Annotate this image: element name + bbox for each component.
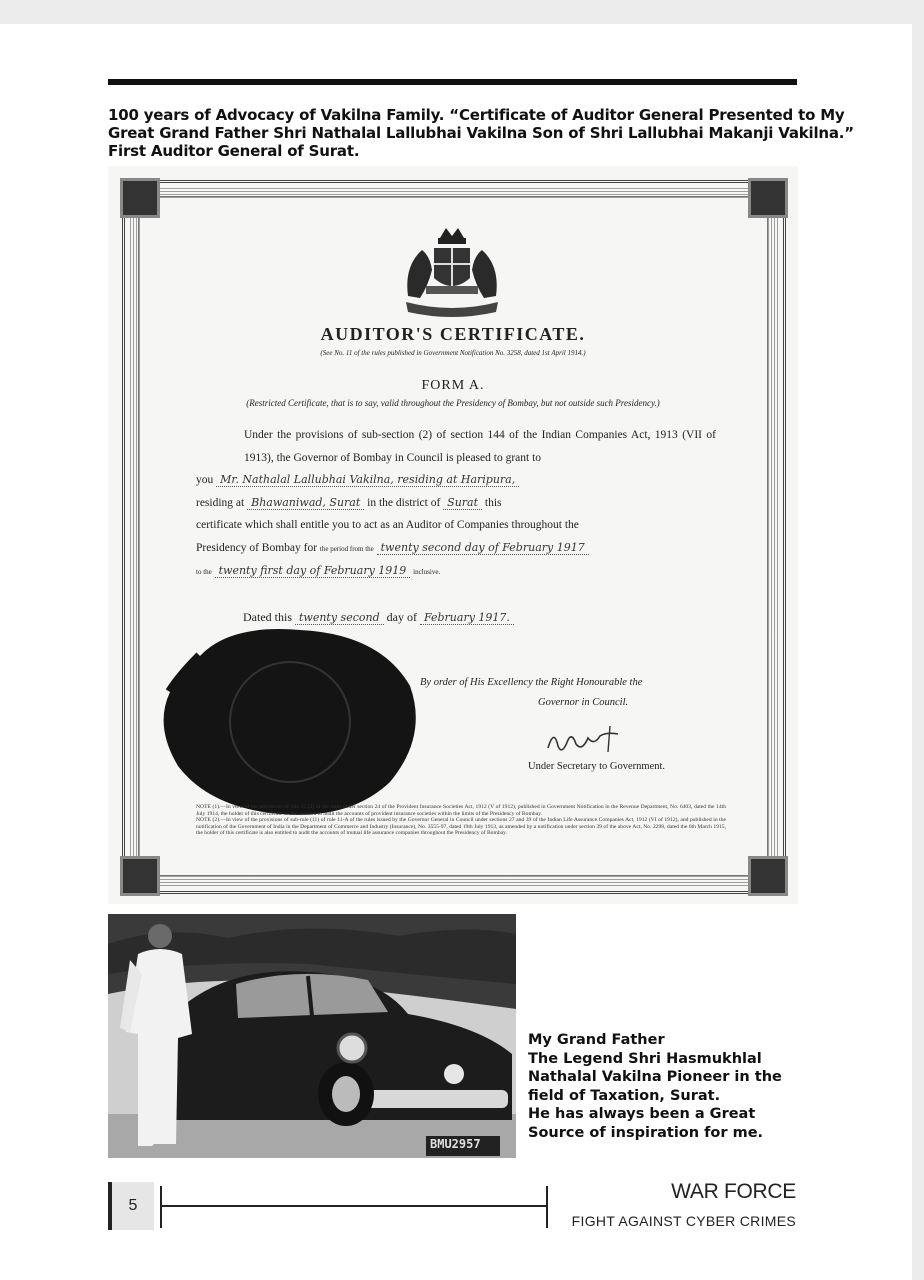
residence-line	[196, 492, 716, 515]
caption-line: 100 years of Advocacy of Vakilna Family. “Certificate of Auditor General Presented to My	[108, 106, 845, 124]
caption-line: Great Grand Father Shri Nathalal Lallubhai Vakilna Son of Shri Lallubhai Makanji Vakilna.”	[108, 124, 854, 142]
caption-line: First Auditor General of Surat.	[108, 142, 360, 160]
order-line: Governor in Council.	[538, 697, 629, 708]
certificate-body	[196, 424, 716, 584]
certificate-subtitle: (See No. 11 of the rules published in Government Notification No. 3258, dated 1st April 1914.)	[320, 349, 586, 357]
footer-tick	[546, 1186, 548, 1228]
auditor-certificate-scan	[108, 166, 798, 904]
page-caption	[108, 106, 854, 160]
inclusive-label: inclusive.	[413, 568, 441, 576]
this-label: this	[484, 496, 502, 509]
photo-caption-line: He has always been a Great	[528, 1106, 756, 1122]
car-photo-image	[108, 914, 516, 1158]
period-to-label: to the	[196, 568, 212, 576]
vintage-car-photo	[108, 914, 516, 1158]
certificate-title: AUDITOR'S CERTIFICATE.	[320, 324, 586, 344]
border-hatch-top	[148, 188, 758, 198]
certificate-paragraph: Under the provisions of sub-section (2) of section 144 of the Indian Companies Act, 1913 (VII of 1913), the Governor of Bombay in Council is pleased to grant to	[244, 429, 716, 464]
dated-label: Dated this	[243, 610, 292, 624]
photo-caption-line: field of Taxation, Surat.	[528, 1087, 721, 1104]
you-label: you	[196, 474, 214, 486]
dated-day-handwritten: twenty second	[295, 611, 384, 625]
photo-caption-line: Nathalal Vakilna Pioneer in the	[528, 1069, 782, 1085]
page	[0, 24, 912, 1280]
residing-label: residing at	[196, 496, 245, 509]
period-note: the period from the	[319, 544, 374, 553]
photo-caption-line: Source of inspiration for me.	[528, 1124, 764, 1141]
footer-rule	[160, 1205, 546, 1207]
residence-handwritten: Bhawaniwad, Surat	[247, 496, 364, 510]
footer-tick	[160, 1186, 162, 1228]
corner-ornament	[748, 856, 788, 896]
photo-caption-line: The Legend Shri Hasmukhlal	[528, 1050, 762, 1067]
form-title: FORM A.	[421, 378, 485, 393]
royal-coat-of-arms-icon	[400, 226, 504, 318]
photo-caption	[528, 1031, 808, 1142]
dated-month-handwritten: February 1917.	[420, 611, 514, 625]
grantee-handwritten: Mr. Nathalal Lallubhai Vakilna, residing at Haripura,	[216, 473, 519, 487]
top-rule	[108, 79, 797, 85]
district-handwritten: Surat	[443, 496, 482, 510]
period-to-handwritten: twenty first day of February 1919	[215, 564, 411, 578]
order-block	[420, 673, 710, 713]
district-label: in the district of	[367, 496, 441, 509]
seal-stamp-icon	[160, 626, 422, 816]
corner-ornament	[120, 178, 160, 218]
photo-caption-line: My Grand Father	[528, 1032, 665, 1048]
note-1: NOTE (1).—In view of the provisions of rule 15 (2) of the rules under section 24 of the Provident Insurance Societies Act, 1912 (V of 1912), published in Government Notification in the Revenue Department, No. 6403, dated the 14th July 1914, the holder of this certificate is also entitled to audit the accounts of provident insurance societies within the limits of the Presidency of Bombay.	[196, 804, 726, 817]
dated-line	[243, 610, 514, 625]
period-to-line	[196, 560, 716, 584]
period-label: Presidency of Bombay for	[196, 541, 318, 554]
page-number: 5	[108, 1182, 154, 1230]
border-hatch-left	[130, 206, 142, 864]
period-line	[196, 537, 716, 561]
form-subtitle: (Restricted Certificate, that is to say, valid throughout the Presidency of Bombay, but not outside such Presidency.)	[246, 398, 660, 408]
order-line: By order of His Excellency the Right Honourable the	[420, 677, 643, 688]
period-from-handwritten: twenty second day of February 1917	[377, 541, 589, 555]
brand-tagline: FIGHT AGAINST CYBER CRIMES	[571, 1213, 796, 1229]
corner-ornament	[120, 856, 160, 896]
certificate-notes	[196, 804, 726, 837]
under-secretary-label: Under Secretary to Government.	[528, 761, 666, 772]
license-plate: BMU2957	[430, 1137, 481, 1151]
grantee-line	[196, 469, 716, 492]
corner-ornament	[748, 178, 788, 218]
border-hatch-right	[768, 206, 780, 864]
border-hatch-bottom	[148, 876, 758, 886]
note-2: NOTE (2).—In view of the provisions of sub-rule (11) of rule 11-A of the rules issued by the Governor General in Council under sections 27 and 39 of the Indian Life Assurance Companies Act, 1912 (VI of 1912), and published in the notification of the Government of India in the Department of Commerce and Industry (Insurance), No. 3555-97, dated 19th July 1913, as amended by a notification under section 39 of the above Act, No. 2298, dated the 6th March 1915, the holder of this certificate is also entitled to audit the accounts of mutual life assurance companies throughout the Presidency of Bombay.	[196, 817, 726, 837]
brand-title: WAR FORCE	[671, 1180, 796, 1203]
certificate-paragraph: certificate which shall entitle you to act as an Auditor of Companies throughout the	[196, 519, 579, 531]
signature-icon	[544, 722, 624, 758]
dated-mid: day of	[386, 610, 417, 624]
